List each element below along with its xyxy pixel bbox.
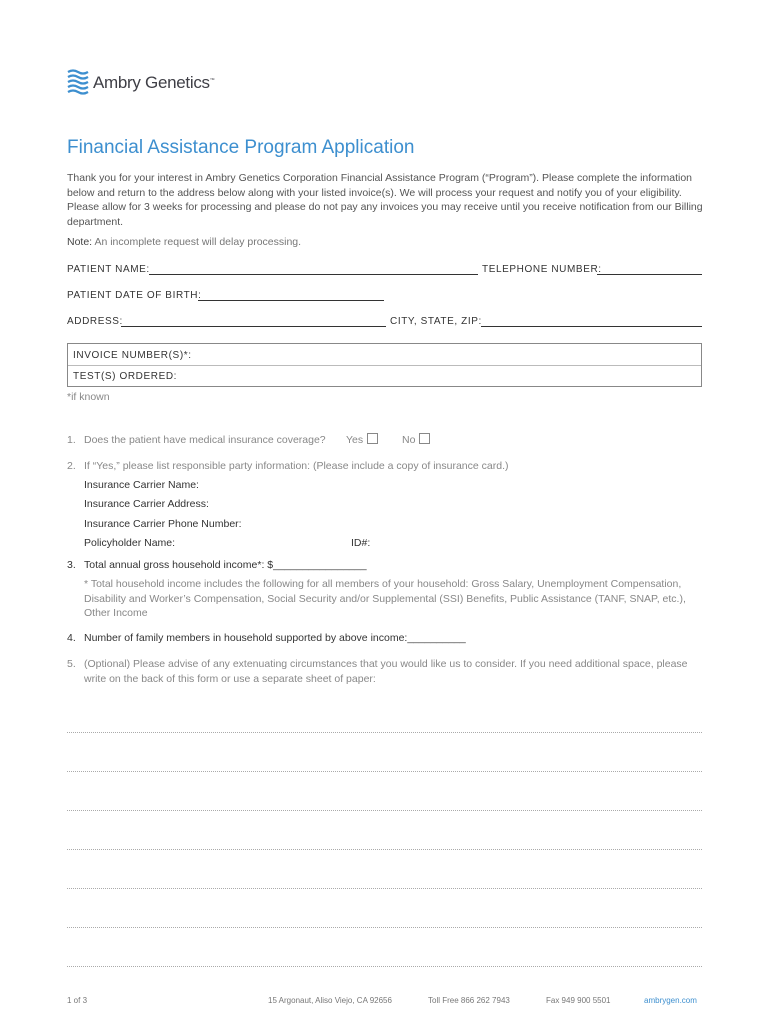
note: Note: An incomplete request will delay processing. bbox=[67, 236, 302, 248]
income-footnote: * Total household income includes the following for all members of your household: Gross Salary, Unemployment Compensation, Disability and Worker’s Compensation, Social Security and/or Supplemental (SSI) Benefits, Public Assistance (TANF, SNAP, etc.), Other Income bbox=[84, 578, 686, 620]
writing-line[interactable] bbox=[67, 927, 702, 928]
address-label: ADDRESS: bbox=[67, 316, 123, 327]
yes-option[interactable]: Yes bbox=[346, 433, 378, 448]
no-checkbox[interactable] bbox=[419, 433, 430, 444]
invoice-box bbox=[67, 343, 702, 387]
address-field[interactable] bbox=[121, 326, 386, 327]
city-state-zip-label: CITY, STATE, ZIP: bbox=[390, 316, 482, 327]
intro-paragraph: Thank you for your interest in Ambry Genetics Corporation Financial Assistance Program (“Program”). Please complete the information below and return to the address below along with your listed invoice(s). We will process your request and notify you of your eligibility. Please allow for 3 weeks for processing and please do not pay any invoices you may receive until you receive notification from our Billing department. bbox=[67, 172, 703, 228]
dob-field[interactable] bbox=[198, 300, 384, 301]
brand-logo bbox=[67, 69, 214, 97]
patient-name-field[interactable] bbox=[149, 274, 478, 275]
page-title: Financial Assistance Program Application bbox=[67, 137, 415, 158]
insurance-carrier-address-label: Insurance Carrier Address: bbox=[84, 498, 209, 510]
city-state-zip-field[interactable] bbox=[481, 326, 702, 327]
box-divider bbox=[68, 365, 701, 366]
telephone-field[interactable] bbox=[597, 274, 702, 275]
policyholder-name-label: Policyholder Name: bbox=[84, 537, 176, 549]
writing-line[interactable] bbox=[67, 849, 702, 850]
writing-line[interactable] bbox=[67, 771, 702, 772]
page-number: 1 of 3 bbox=[67, 996, 88, 1005]
yes-checkbox[interactable] bbox=[367, 433, 378, 444]
patient-name-label: PATIENT NAME: bbox=[67, 264, 150, 275]
writing-line[interactable] bbox=[67, 732, 702, 733]
waves-logo-icon bbox=[67, 69, 89, 97]
footer-website-link[interactable]: ambrygen.com bbox=[644, 996, 697, 1005]
dob-label: PATIENT DATE OF BIRTH: bbox=[67, 290, 202, 301]
no-option[interactable]: No bbox=[402, 433, 430, 448]
tests-ordered-label: TEST(S) ORDERED: bbox=[73, 371, 178, 382]
insurance-carrier-name-label: Insurance Carrier Name: bbox=[84, 479, 199, 491]
id-label: ID#: bbox=[351, 537, 371, 549]
footer-tollfree: Toll Free 866 262 7943 bbox=[428, 996, 510, 1005]
writing-line[interactable] bbox=[67, 810, 702, 811]
writing-line[interactable] bbox=[67, 966, 702, 967]
invoice-number-label: INVOICE NUMBER(S)*: bbox=[73, 350, 192, 361]
if-known-note: *if known bbox=[67, 391, 110, 403]
brand-name: Ambry Genetics™ bbox=[93, 73, 215, 92]
telephone-label: TELEPHONE NUMBER: bbox=[482, 264, 602, 275]
footer-fax: Fax 949 900 5501 bbox=[546, 996, 611, 1005]
insurance-carrier-phone-label: Insurance Carrier Phone Number: bbox=[84, 518, 242, 530]
writing-line[interactable] bbox=[67, 888, 702, 889]
footer-address: 15 Argonaut, Aliso Viejo, CA 92656 bbox=[268, 996, 392, 1005]
